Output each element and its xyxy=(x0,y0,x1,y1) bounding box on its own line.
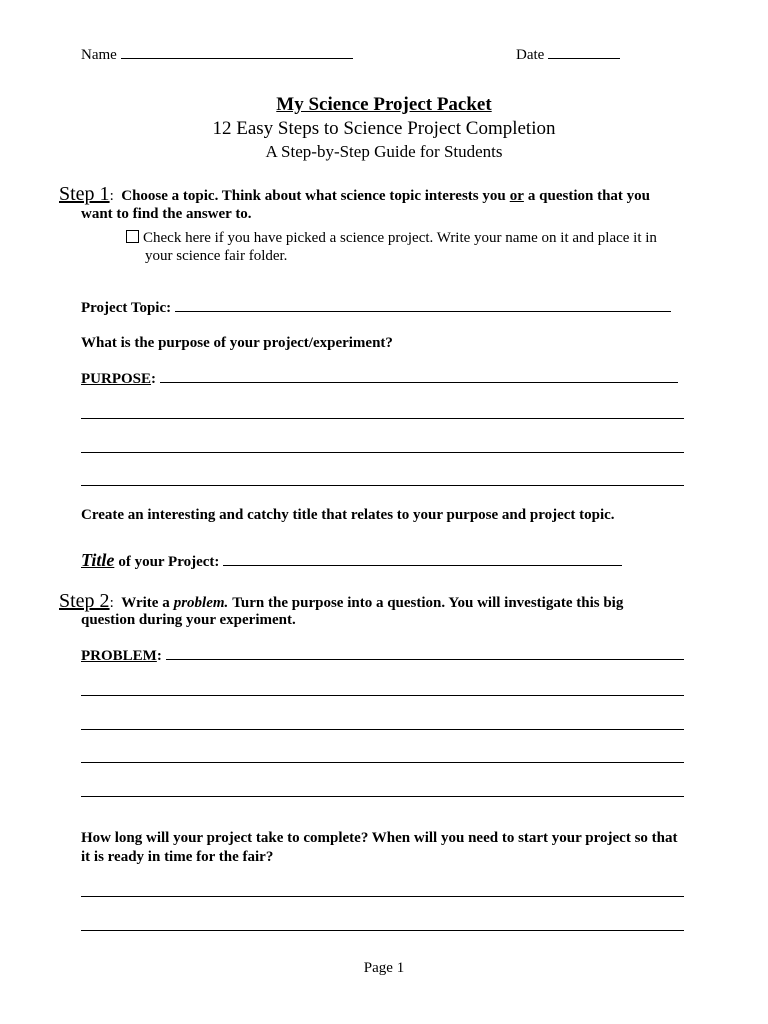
page-number: Page 1 xyxy=(363,960,405,976)
project-topic-field[interactable] xyxy=(81,300,671,317)
name-label: Name xyxy=(81,47,117,63)
purpose-question: What is the purpose of your project/experiment? xyxy=(81,335,393,351)
picked-project-checkbox-row[interactable] xyxy=(126,230,657,247)
checkbox-text-line2: your science fair folder. xyxy=(145,248,288,264)
project-title-blank[interactable] xyxy=(223,565,622,566)
checkbox-icon[interactable] xyxy=(126,230,139,243)
step1-label: Step 1 xyxy=(59,183,110,205)
purpose-line[interactable] xyxy=(81,485,684,486)
purpose-field[interactable]: PURPOSE: xyxy=(81,371,678,388)
problem-field[interactable]: PROBLEM: xyxy=(81,648,684,665)
step2-heading: Step 2: Write a problem. Turn the purpose into a question. You will investigate this big xyxy=(59,590,624,612)
step2-text-b: Turn the purpose into a question. You will investigate this big xyxy=(232,595,624,611)
problem-line[interactable] xyxy=(81,762,684,763)
date-blank[interactable] xyxy=(548,58,620,59)
purpose-line[interactable] xyxy=(81,452,684,453)
title-rest: of your Project: xyxy=(118,554,220,570)
step1-text-b: a question that you xyxy=(527,188,650,204)
project-topic-label: Project Topic: xyxy=(81,300,172,316)
problem-line[interactable] xyxy=(81,695,684,696)
step2-label: Step 2 xyxy=(59,590,110,612)
project-title-field[interactable] xyxy=(81,550,622,571)
purpose-label: PURPOSE xyxy=(81,371,152,387)
project-topic-blank[interactable] xyxy=(175,311,671,312)
name-field[interactable] xyxy=(81,47,353,64)
timeline-line[interactable] xyxy=(81,896,684,897)
timeline-question-line1: How long will your project take to complete? When will you need to start your project so that xyxy=(81,830,678,846)
timeline-question-line2: it is ready in time for the fair? xyxy=(81,849,274,865)
checkbox-text: Check here if you have picked a science project. Write your name on it and place it in xyxy=(143,230,657,246)
step2-problem-word: problem. xyxy=(173,595,229,611)
step1-text-a: Choose a topic. Think about what science topic interests you xyxy=(121,188,506,204)
step2-text-a: Write a xyxy=(121,595,170,611)
timeline-line[interactable] xyxy=(81,930,684,931)
title-word: Title xyxy=(81,550,115,570)
step1-heading: Step 1: Choose a topic. Think about what science topic interests you or a question that you xyxy=(59,183,650,205)
problem-line[interactable] xyxy=(81,729,684,730)
problem-label: PROBLEM xyxy=(81,648,157,664)
problem-line[interactable] xyxy=(81,796,684,797)
purpose-blank[interactable] xyxy=(160,382,678,383)
page-title: My Science Project Packet xyxy=(276,94,492,115)
step1-or: or xyxy=(509,188,524,204)
title-instruction: Create an interesting and catchy title that relates to your purpose and project topic. xyxy=(81,507,615,523)
name-blank[interactable] xyxy=(121,58,353,59)
step1-line2: want to find the answer to. xyxy=(81,206,252,222)
date-field[interactable] xyxy=(516,47,620,64)
date-label: Date xyxy=(516,47,545,63)
step2-line2: question during your experiment. xyxy=(81,612,296,628)
page-tagline: A Step-by-Step Guide for Students xyxy=(265,142,503,161)
purpose-line[interactable] xyxy=(81,418,684,419)
problem-blank[interactable] xyxy=(166,659,684,660)
page-subtitle: 12 Easy Steps to Science Project Completion xyxy=(212,118,556,139)
